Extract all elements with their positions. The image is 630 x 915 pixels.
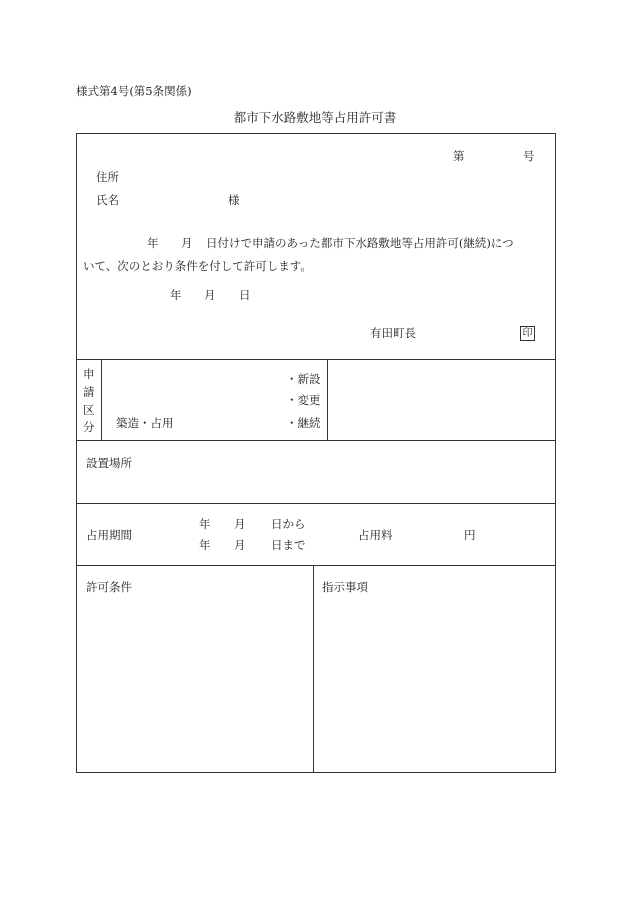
- app-label-char-2: 請: [83, 385, 95, 399]
- location-label: 設置場所: [86, 456, 132, 470]
- form-table: [76, 133, 556, 773]
- body-month: 月: [181, 236, 193, 250]
- period-from-day: 日から: [271, 517, 306, 531]
- period-from-month: 月: [234, 517, 246, 531]
- divider-period: [76, 565, 556, 566]
- date-month: 月: [204, 288, 216, 302]
- period-from-year: 年: [199, 517, 211, 531]
- sama-label: 様: [228, 193, 240, 207]
- body-text-line2: いて、次のとおり条件を付して許可します。: [83, 259, 312, 273]
- name-label: 氏名: [96, 193, 119, 207]
- app-label-char-1: 申: [83, 367, 95, 381]
- divider-conditions: [313, 565, 314, 773]
- app-label-char-3: 区: [83, 403, 95, 417]
- number-go: 号: [523, 149, 535, 163]
- conditions-label: 許可条件: [86, 580, 132, 594]
- fee-yen: 円: [464, 528, 476, 542]
- fee-label: 占用料: [358, 528, 393, 542]
- option-new: ・新設: [286, 372, 321, 386]
- divider-app-label: [101, 359, 102, 440]
- divider-application: [76, 440, 556, 441]
- date-year: 年: [170, 288, 182, 302]
- divider-app-options: [327, 359, 328, 440]
- option-continue: ・継続: [286, 416, 321, 430]
- option-change: ・変更: [286, 393, 321, 407]
- number-dai: 第: [453, 149, 465, 163]
- divider-location: [76, 503, 556, 504]
- mayor-title: 有田町長: [370, 326, 416, 340]
- date-day: 日: [239, 288, 251, 302]
- divider-header: [76, 359, 556, 360]
- app-label-char-4: 分: [83, 420, 95, 434]
- body-year: 年: [147, 236, 159, 250]
- period-label: 占用期間: [86, 528, 132, 542]
- document-title: 都市下水路敷地等占用許可書: [233, 110, 397, 125]
- period-to-year: 年: [199, 538, 211, 552]
- application-kind: 築造・占用: [116, 416, 174, 430]
- period-to-month: 月: [234, 538, 246, 552]
- instructions-label: 指示事項: [322, 580, 368, 594]
- period-to-day: 日まで: [271, 538, 306, 552]
- seal-mark: 印: [520, 326, 535, 341]
- form-number: 様式第4号(第5条関係): [76, 84, 192, 98]
- body-text-line1: 日付けで申請のあった都市下水路敷地等占用許可(継続)につ: [206, 236, 514, 250]
- address-label: 住所: [96, 170, 119, 184]
